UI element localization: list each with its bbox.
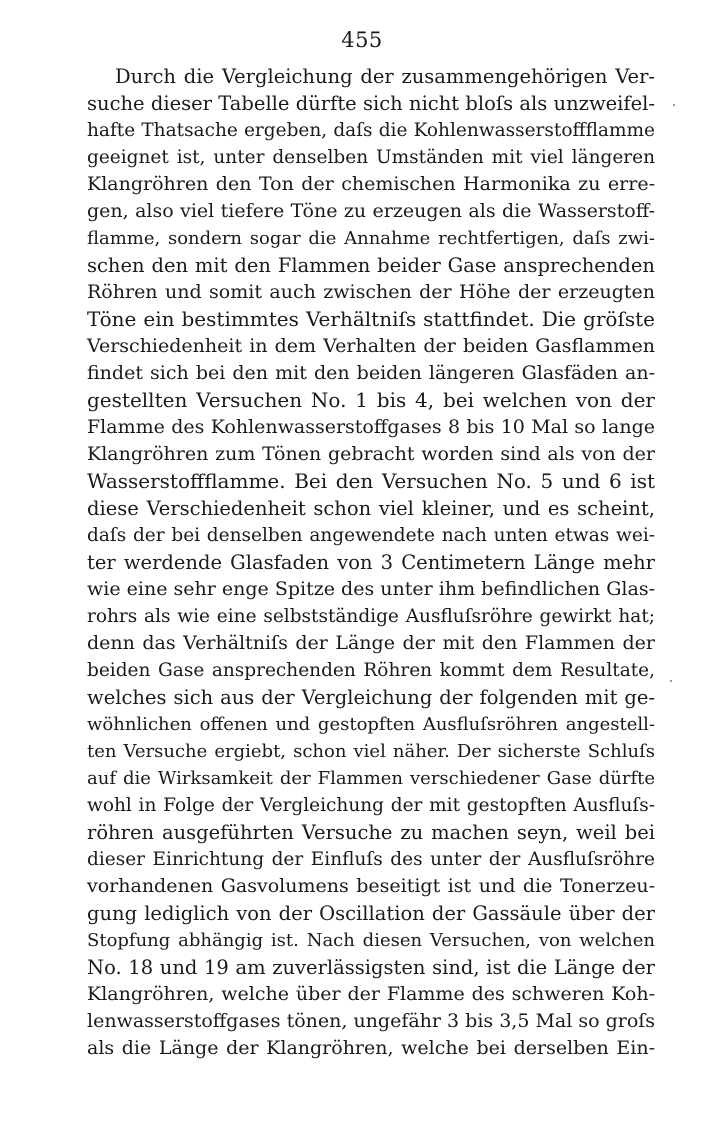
scan-speck <box>670 680 672 682</box>
text-line: Röhren und somit auch zwischen der Höhe der erzeugten <box>87 281 655 303</box>
text-line: wie eine sehr enge Spitze des unter ihm befindlichen Glas- <box>87 578 655 600</box>
text-line: dieser Einrichtung der Einfluſs des unter der Ausfluſsröhre <box>87 849 655 870</box>
text-line: wöhnlichen offenen und gestopften Ausfluſsröhren angestell- <box>87 714 655 735</box>
text-line: ter werdende Glasfaden von 3 Centimetern Länge mehr <box>87 551 655 574</box>
text-line: röhren ausgeführten Versuche zu machen seyn, weil bei <box>87 821 655 844</box>
text-line: rohrs als wie eine selbstständige Ausfluſsröhre gewirkt hat; <box>87 606 655 627</box>
text-line: Stopfung abhängig ist. Nach diesen Versuchen, von welchen <box>87 930 655 951</box>
text-line: gung lediglich von der Oscillation der Gassäule über der <box>87 902 655 925</box>
text-line: findet sich bei den mit den beiden längeren Glasfäden an- <box>87 362 655 384</box>
text-line: lenwasserstoffgases tönen, ungefähr 3 bis 3,5 Mal so groſs <box>87 1010 656 1032</box>
text-line: gen, also viel tiefere Töne zu erzeugen als die Wasserstoff- <box>87 200 655 222</box>
text-line: Klangröhren den Ton der chemischen Harmonika zu erre- <box>87 173 655 195</box>
text-line: Klangröhren zum Tönen gebracht worden sind als von der <box>87 443 655 465</box>
text-line: Verschiedenheit in dem Verhalten der beiden Gasflammen <box>87 335 655 357</box>
scan-speck <box>673 104 675 106</box>
page-number: 455 <box>341 28 383 52</box>
text-line: Klangröhren, welche über der Flamme des schweren Koh- <box>87 983 655 1005</box>
text-line: schen den mit den Flammen beider Gase ansprechenden <box>87 254 655 277</box>
body-paragraph <box>87 63 655 1062</box>
text-line: Durch die Vergleichung der zusammengehörigen Ver- <box>115 65 655 88</box>
text-line: wohl in Folge der Vergleichung der mit gestopften Ausfluſs- <box>87 795 655 816</box>
text-line: diese Verschiedenheit schon viel kleiner, und es scheint, <box>87 497 655 520</box>
text-line: daſs der bei denselben angewendete nach unten etwas wei- <box>87 525 655 546</box>
text-line: ten Versuche ergiebt, schon viel näher. Der sicherste Schluſs <box>87 741 655 762</box>
text-line: No. 18 und 19 am zuverlässigsten sind, ist die Länge der <box>87 956 655 979</box>
text-line: gestellten Versuchen No. 1 bis 4, bei welchen von der <box>87 388 655 412</box>
text-line: suche dieser Tabelle dürfte sich nicht bloſs als unzweifel- <box>87 92 655 115</box>
text-line: Wasserstoffflamme. Bei den Versuchen No. 5 und 6 ist <box>87 469 655 493</box>
text-line: als die Länge der Klangröhren, welche bei derselben Ein- <box>87 1037 655 1059</box>
text-line: Flamme des Kohlenwasserstoffgases 8 bis 10 Mal so lange <box>87 416 655 438</box>
text-line: Töne ein bestimmtes Verhältniſs stattfindet. Die gröſste <box>87 307 655 331</box>
text-line: hafte Thatsache ergeben, daſs die Kohlenwasserstoffflamme <box>87 120 655 141</box>
text-line: denn das Verhältniſs der Länge der mit den Flammen der <box>87 632 655 654</box>
text-line: geeignet ist, unter denselben Umständen mit viel längeren <box>87 147 655 168</box>
text-line: auf die Wirksamkeit der Flammen verschiedener Gase dürfte <box>87 768 655 789</box>
text-line: welches sich aus der Vergleichung der folgenden mit ge- <box>87 686 655 709</box>
text-line: flamme, sondern sogar die Annahme rechtfertigen, daſs zwi- <box>87 228 655 249</box>
text-line: beiden Gase ansprechenden Röhren kommt dem Resultate, <box>87 660 655 681</box>
text-line: vorhandenen Gasvolumens beseitigt ist und die Tonerzeu- <box>87 875 655 897</box>
